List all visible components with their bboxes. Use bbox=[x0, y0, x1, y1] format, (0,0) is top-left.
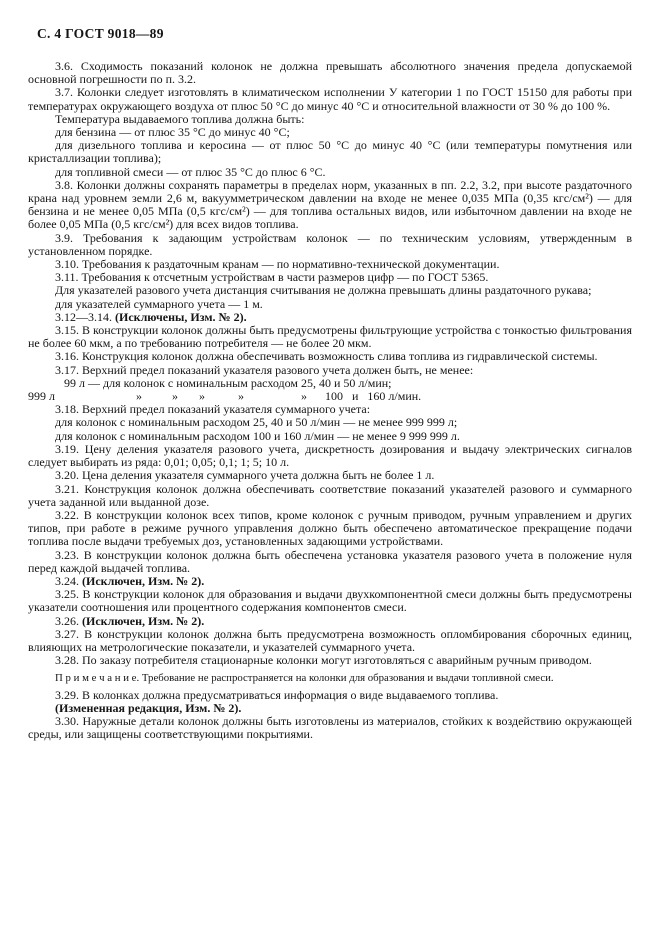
paragraph-run: 3.21. Конструкция колонок должна обеспечивать соответствие показаний указателей разового и суммарного учета заданной или выданной дозе. bbox=[28, 481, 632, 509]
paragraph-run: 3.28. По заказу потребителя стационарные колонки могут изготовляться с аварийным ручным приводом. bbox=[55, 653, 592, 668]
paragraph bbox=[28, 324, 632, 350]
paragraph-run: 3.16. Конструкция колонок должна обеспечивать возможность слива топлива из гидравлической системы. bbox=[55, 349, 598, 364]
paragraph-run: 3.20. Цена деления указателя суммарного учета должна быть не более 1 л. bbox=[55, 468, 435, 483]
paragraph-run: для колонок с номинальным расходом 100 и 160 л/мин — не менее 9 999 999 л. bbox=[55, 428, 460, 443]
paragraph bbox=[28, 483, 632, 509]
paragraph bbox=[28, 654, 632, 667]
paragraph-run: 3.25. В конструкции колонок для образования и выдачи двухкомпонентной смеси должны быть предусмотрены указатели соотношения или процентного содержания компонентов смеси. bbox=[28, 587, 632, 615]
paragraph bbox=[28, 588, 632, 614]
paragraph bbox=[28, 86, 632, 112]
paragraph-run-bold: (Исключен, Изм. № 2). bbox=[82, 613, 205, 628]
paragraph-run: 3.18. Верхний предел показаний указателя суммарного учета: bbox=[55, 402, 371, 417]
paragraph-run: 3.29. В колонках должна предусматриваться информация о виде выдаваемого топлива. bbox=[55, 687, 499, 702]
paragraph-run: 3.26. bbox=[55, 613, 82, 628]
paragraph-run: 3.10. Требования к раздаточным кранам — по нормативно-технической документации. bbox=[55, 257, 500, 272]
paragraph-run: для дизельного топлива и керосина — от плюс 50 °С до минус 40 °С (или температуры помутнения или кристаллизации топлива); bbox=[28, 138, 632, 166]
page-header: С. 4 ГОСТ 9018—89 bbox=[37, 26, 164, 41]
paragraph bbox=[28, 443, 632, 469]
paragraph-run: 3.19. Цену деления указателя разового учета, дискретность дозирования и выдачу электрических сигналов следует выбирать из ряда: 0,01; 0,05; 0,1; 1; 5; 10 л. bbox=[28, 441, 632, 470]
paragraph-run: П р и м е ч а н и е. Требование не распространяется на колонки для образования и выдачи топливной смеси. bbox=[55, 672, 554, 685]
paragraph-run: Температура выдаваемого топлива должна быть: bbox=[55, 111, 305, 126]
paragraph-run: 3.7. Колонки следует изготовлять в климатическом исполнении У категории 1 по ГОСТ 15150 для работы при температурах окружающего воздуха от плюс 50 °С до минус 40 °С и относительной влажности от 30 % до 100 %. bbox=[28, 85, 632, 113]
paragraph-run: 99 л — для колонок с номинальным расходом 25, 40 и 50 л/мин; bbox=[28, 375, 392, 390]
paragraph-run: 3.22. В конструкции колонок всех типов, кроме колонок с ручным приводом, ручным управлением и других типов, при работе в режиме ручного управления должно быть обеспечено автоматическое прекращение подачи топлива после выдачи требуемых доз, установленных задающими устройствами. bbox=[28, 507, 632, 549]
paragraph-run: 3.24. bbox=[55, 573, 82, 588]
paragraph-run: Для указателей разового учета дистанция считывания не должна превышать длины раздаточного рукава; bbox=[55, 283, 592, 298]
paragraph-run: для колонок с номинальным расходом 25, 40 и 50 л/мин — не менее 999 999 л; bbox=[55, 415, 458, 430]
paragraph-run: 3.27. В конструкции колонок должна быть предусмотрена возможность опломбирования сборочных единиц, влияющих на метрологические показатели, и указателей суммарного учета. bbox=[28, 626, 632, 654]
paragraph-run: 3.23. В конструкции колонок должна быть обеспечена установка указателя разового учета в положение нуля перед каждой выдачей топлива. bbox=[28, 547, 632, 575]
paragraph-run: 3.15. В конструкции колонок должны быть предусмотрены фильтрующие устройства с тонкостью фильтрования не более 60 мкм, а по требованию потребителя — не более 20 мкм. bbox=[28, 323, 632, 351]
paragraph-run: для указателей суммарного учета — 1 м. bbox=[55, 296, 263, 311]
paragraph-run: для бензина — от плюс 35 °С до минус 40 °С; bbox=[55, 125, 290, 140]
paragraph bbox=[28, 628, 632, 654]
paragraph-run-bold: (Исключен, Изм. № 2). bbox=[82, 573, 205, 588]
paragraph bbox=[28, 139, 632, 165]
paragraph bbox=[28, 60, 632, 86]
paragraph-run: 999 л » » » » » 100 и 160 л/мин. bbox=[28, 389, 422, 404]
paragraph-run: 3.12—3.14. bbox=[55, 309, 115, 324]
document-body bbox=[28, 60, 632, 742]
paragraph-run: 3.30. Наружные детали колонок должны быть изготовлены из материалов, стойких к воздействию окружающей среды, или защищены соответствующими покрытиями. bbox=[28, 714, 632, 742]
paragraph-run: 3.11. Требования к отсчетным устройствам в части размеров цифр — по ГОСТ 5365. bbox=[55, 270, 489, 285]
paragraph-run: 3.9. Требования к задающим устройствам колонок — по техническим условиям, утвержденным в установленном порядке. bbox=[28, 230, 632, 258]
paragraph-run: для топливной смеси — от плюс 35 °С до плюс 6 °С. bbox=[55, 164, 326, 179]
paragraph-run: 3.17. Верхний предел показаний указателя разового учета должен быть, не менее: bbox=[55, 362, 474, 377]
paragraph-run: 3.6. Сходимость показаний колонок не должна превышать абсолютного значения предела допускаемой основной погрешности по п. 3.2. bbox=[28, 59, 632, 87]
paragraph bbox=[28, 179, 632, 232]
paragraph-run-bold: (Измененная редакция, Изм. № 2). bbox=[55, 700, 242, 715]
paragraph-run: 3.8. Колонки должны сохранять параметры в пределах норм, указанных в пп. 2.2, 3.2, при высоте раздаточного крана над уровнем земли 2,6 м, вакуумметрическом давлении на входе не менее 0,035 МПа (0,35 кгс/см²) — для бензина и не менее 0,05 МПа (0,5 кгс/см²) — для топлива остальных видов, или избыточном давлении на входе не более 0,05 МПа (0,5 кгс/см²) для всех видов топлива. bbox=[28, 177, 632, 232]
paragraph bbox=[28, 672, 632, 684]
paragraph bbox=[28, 509, 632, 549]
paragraph bbox=[28, 232, 632, 258]
paragraph-run-bold: (Исключены, Изм. № 2). bbox=[115, 309, 247, 324]
paragraph bbox=[28, 715, 632, 741]
paragraph bbox=[28, 549, 632, 575]
